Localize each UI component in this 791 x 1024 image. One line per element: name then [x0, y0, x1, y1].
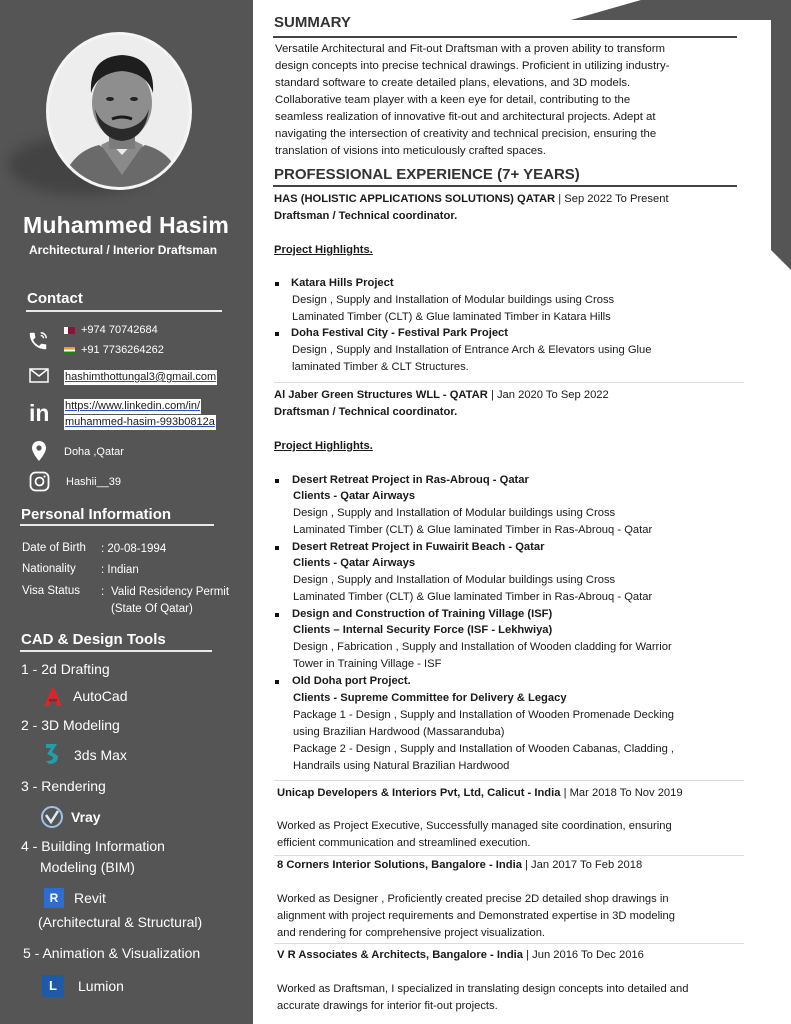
- linkedin-icon: in: [29, 400, 50, 426]
- experience-heading: PROFESSIONAL EXPERIENCE (7+ YEARS): [274, 166, 580, 183]
- linkedin-link-line1[interactable]: https://www.linkedin.com/in/: [65, 400, 201, 412]
- tool-category-bim: 4 - Building Information: [21, 838, 165, 854]
- tool-revit: Revit: [74, 890, 106, 906]
- vray-logo-icon: [40, 805, 64, 834]
- personal-heading: Personal Information: [21, 506, 172, 523]
- sidebar: [0, 0, 253, 1024]
- tool-3dsmax: 3ds Max: [74, 747, 127, 763]
- instagram-icon: [29, 471, 50, 497]
- location-pin-icon: [32, 441, 46, 466]
- tool-category-3d: 2 - 3D Modeling: [21, 717, 120, 733]
- tool-revit-sub: (Architectural & Structural): [38, 914, 203, 930]
- job2-title: Draftsman / Technical coordinator.: [274, 406, 458, 418]
- job-separator: [274, 382, 744, 383]
- avatar: [46, 32, 192, 190]
- job2-bullet-3: [275, 613, 279, 617]
- job1-project2-desc2: laminated Timber & CLT Structures.: [292, 361, 469, 373]
- job2-project4-desc3: Package 2 - Design , Supply and Installation of Wooden Cabanas, Cladding ,: [293, 743, 675, 755]
- job2-project3-name: Design and Construction of Training Village (ISF): [292, 608, 553, 620]
- job2-project3-client: Clients – Internal Security Force (ISF - Lekhwiya): [293, 624, 553, 636]
- job2-project2-desc1: Design , Supply and Installation of Modular buildings using Cross: [293, 574, 616, 586]
- visa-value-line1: Valid Residency Permit: [111, 586, 230, 598]
- job3-header: Unicap Developers & Interiors Pvt, Ltd, Calicut - India | Mar 2018 To Nov 2019: [277, 787, 683, 799]
- job2-project1-desc1: Design , Supply and Installation of Modular buildings using Cross: [293, 507, 616, 519]
- job1-bullet-1: [275, 282, 279, 286]
- tool-category-rendering: 3 - Rendering: [21, 778, 106, 794]
- job1-bullet-2: [275, 332, 279, 336]
- job2-project4-client: Clients - Supreme Committee for Delivery & Legacy: [293, 692, 567, 704]
- job5-header: V R Associates & Architects, Bangalore - India | Jun 2016 To Dec 2016: [277, 949, 644, 961]
- job1-project1-desc1: Design , Supply and Installation of Modular buildings using Cross: [292, 294, 615, 306]
- lumion-logo-icon: L: [42, 975, 64, 997]
- nationality-label: Nationality: [22, 563, 76, 575]
- job-separator: [274, 780, 744, 781]
- india-flag-icon: [64, 347, 75, 354]
- job2-bullet-1: [275, 479, 279, 483]
- job2-project2-client: Clients - Qatar Airways: [293, 557, 416, 569]
- job1-project2-name: Doha Festival City - Festival Park Project: [291, 327, 508, 339]
- job2-project1-client: Clients - Qatar Airways: [293, 490, 416, 502]
- tool-vray: Vray: [71, 809, 101, 825]
- instagram-handle: Hashii__39: [66, 476, 122, 488]
- job2-header: Al Jaber Green Structures WLL - QATAR | Jan 2020 To Sep 2022: [274, 389, 609, 401]
- personal-divider: [20, 524, 214, 526]
- phone-icon: [27, 330, 49, 357]
- 3dsmax-logo-icon: [43, 742, 61, 771]
- experience-divider: [273, 185, 737, 187]
- profile-name: Muhammed Hasim: [23, 212, 230, 238]
- profile-role: Architectural / Interior Draftsman: [29, 243, 218, 257]
- location-text: Doha ,Qatar: [64, 446, 124, 458]
- job1-project2-desc1: Design , Supply and Installation of Entrance Arch & Elevators using Glue: [292, 344, 652, 356]
- main-content: [253, 0, 791, 1024]
- job3-desc2: efficient communication and streamlined execution.: [277, 837, 531, 849]
- job2-project2-name: Desert Retreat Project in Fuwairit Beach - Qatar: [292, 541, 545, 553]
- job2-project4-desc2: using Brazilian Hardwood (Massaranduba): [293, 726, 505, 738]
- contact-divider: [26, 310, 222, 312]
- linkedin-link-line2[interactable]: muhammed-hasim-993b0812a: [65, 416, 215, 428]
- tools-heading: CAD & Design Tools: [21, 631, 166, 648]
- summary-text: Versatile Architectural and Fit-out Draftsman with a proven ability to transform design concepts into precise technical drawings. Proficient in utilizing industry- standard software to create detailed plans, elevations, and 3D models. Collaborative team player with a keen eye for detail, contributing to the seamless realization of innovative fit-out and architectural projects. Adept at navigating the intersection of creativity and technical precision, ensuring the translation of visions into meticulously crafted spaces.: [275, 43, 670, 157]
- job2-project2-desc2: Laminated Timber (CLT) & Glue laminated Timber in Ras-Abrouq - Qatar: [293, 591, 653, 603]
- job-separator: [274, 855, 744, 856]
- job2-project1-name: Desert Retreat Project in Ras-Abrouq - Qatar: [292, 474, 529, 486]
- job2-project1-desc2: Laminated Timber (CLT) & Glue laminated Timber in Ras-Abrouq - Qatar: [293, 524, 653, 536]
- tool-autocad: AutoCad: [73, 688, 128, 704]
- tool-category-2d: 1 - 2d Drafting: [21, 661, 110, 677]
- revit-logo-icon: R: [44, 888, 64, 908]
- job5-desc2: accurate drawings for interior fit-out projects.: [277, 1000, 498, 1012]
- qatar-flag-icon: [64, 327, 75, 334]
- summary-divider: [273, 36, 737, 38]
- email-icon: [29, 368, 49, 388]
- dob-label: Date of Birth: [22, 542, 86, 554]
- job2-project4-name: Old Doha port Project.: [292, 675, 411, 687]
- autocad-logo-icon: [44, 686, 62, 711]
- job4-header: 8 Corners Interior Solutions, Bangalore - India | Jan 2017 To Feb 2018: [277, 859, 643, 871]
- job1-project1-name: Katara Hills Project: [291, 277, 394, 289]
- job2-project3-desc1: Design , Fabrication , Supply and Installation of Wooden cladding for Warrior: [293, 641, 672, 653]
- job3-desc1: Worked as Project Executive, Successfully managed site coordination, ensuring: [277, 820, 672, 832]
- visa-label: Visa Status: [22, 585, 80, 597]
- summary-heading: SUMMARY: [274, 14, 351, 31]
- email-link[interactable]: hashimthottungal3@gmail.com: [65, 371, 217, 383]
- visa-colon: :: [101, 586, 105, 598]
- nationality-value: : Indian: [101, 564, 139, 576]
- job2-bullet-2: [275, 546, 279, 550]
- tools-divider: [20, 650, 212, 652]
- job1-project1-desc2: Laminated Timber (CLT) & Glue laminated Timber in Katara Hills: [292, 311, 611, 323]
- job2-bullet-4: [275, 680, 279, 684]
- tool-lumion: Lumion: [78, 978, 124, 994]
- tool-category-animation: 5 - Animation & Visualization: [23, 945, 201, 961]
- phone-india: +91 7736264262: [64, 344, 164, 356]
- job2-project4-desc4: Handrails using Natural Brazilian Hardwood: [293, 760, 510, 772]
- dob-value: : 20-08-1994: [101, 543, 167, 555]
- job5-desc1: Worked as Draftsman, I specialized in translating design concepts into detailed and: [277, 983, 689, 995]
- job2-project4-desc1: Package 1 - Design , Supply and Installation of Wooden Promenade Decking: [293, 709, 675, 721]
- job1-header: HAS (HOLISTIC APPLICATIONS SOLUTIONS) QATAR | Sep 2022 To Present: [274, 193, 669, 205]
- job-separator: [274, 943, 744, 944]
- job4-desc2: alignment with project requirements and Demonstrated expertise in 3D modeling: [277, 910, 675, 922]
- phone-qatar: +974 70742684: [64, 324, 158, 336]
- contact-heading: Contact: [27, 290, 83, 307]
- tool-category-bim-line2: Modeling (BIM): [40, 859, 135, 875]
- job4-desc3: and rendering for comprehensive project visualization.: [277, 927, 546, 939]
- job2-project3-desc2: Tower in Training Village - ISF: [293, 658, 442, 670]
- visa-value-line2: (State Of Qatar): [111, 603, 193, 615]
- job1-title: Draftsman / Technical coordinator.: [274, 210, 458, 222]
- job2-highlights-label: Project Highlights.: [274, 440, 373, 452]
- job1-highlights-label: Project Highlights.: [274, 244, 373, 256]
- job4-desc1: Worked as Designer , Proficiently created precise 2D detailed shop drawings in: [277, 893, 669, 905]
